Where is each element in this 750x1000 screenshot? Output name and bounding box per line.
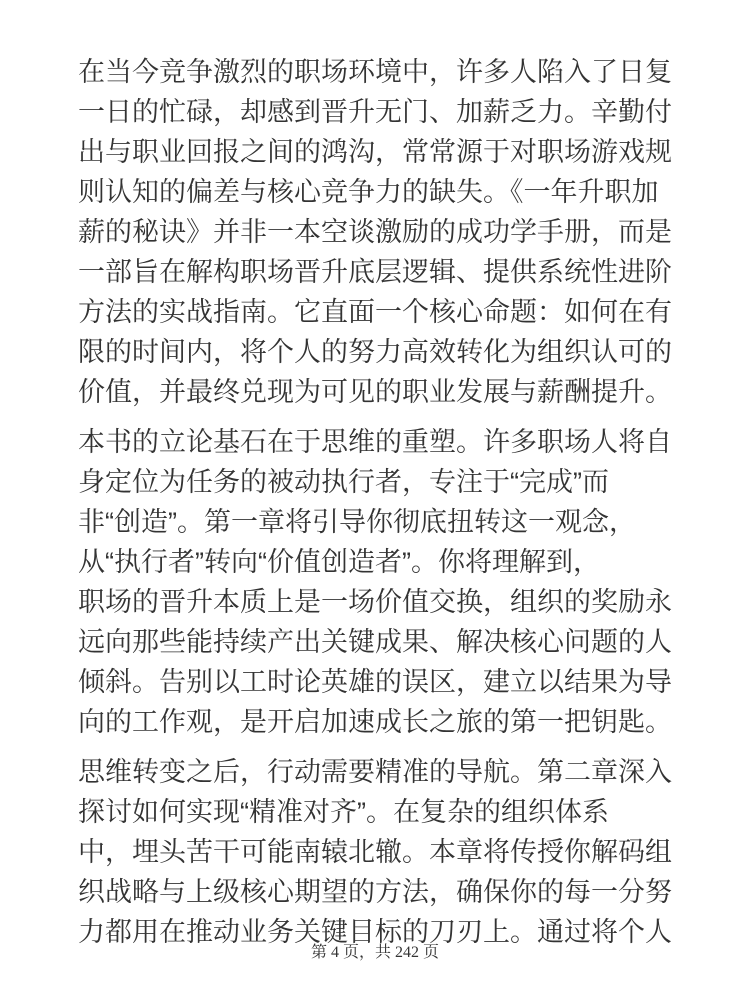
text-line: 一日的忙碌，却感到晋升无门、加薪乏力。辛勤付 bbox=[78, 97, 672, 127]
text-line: 则认知的偏差与核心竞争力的缺失。《一年升职加 bbox=[78, 177, 659, 207]
text-line: 远向那些能持续产出关键成果、解决核心问题的人 bbox=[78, 627, 672, 657]
text-line: 出与职业回报之间的鸿沟，常常源于对职场游戏规 bbox=[78, 137, 672, 167]
text-line: 从“执行者”转向“价值创造者”。你将理解到， bbox=[78, 547, 600, 577]
text-line: 职场的晋升本质上是一场价值交换，组织的奖励永 bbox=[78, 587, 672, 617]
text-line: 一部旨在解构职场晋升底层逻辑、提供系统性进阶 bbox=[78, 257, 672, 287]
paragraph-2 bbox=[78, 422, 678, 742]
text-line: 非“创造”。第一章将引导你彻底扭转这一观念， bbox=[78, 507, 636, 537]
text-line: 本书的立论基石在于思维的重塑。许多职场人将自 bbox=[78, 427, 672, 457]
text-line: 方法的实战指南。它直面一个核心命题：如何在有 bbox=[78, 297, 672, 327]
text-line: 身定位为任务的被动执行者，专注于“完成”而 bbox=[78, 467, 609, 497]
text-line: 思维转变之后，行动需要精准的导航。第二章深入 bbox=[78, 757, 672, 787]
text-line: 倾斜。告别以工时论英雄的误区，建立以结果为导 bbox=[78, 667, 672, 697]
text-line: 限的时间内，将个人的努力高效转化为组织认可的 bbox=[78, 337, 672, 367]
paragraph-3 bbox=[78, 752, 678, 952]
text-line: 中，埋头苦干可能南辕北辙。本章将传授你解码组 bbox=[78, 837, 672, 867]
text-line: 价值，并最终兑现为可见的职业发展与薪酬提升。 bbox=[78, 377, 672, 407]
text-line: 在当今竞争激烈的职场环境中，许多人陷入了日复 bbox=[78, 57, 672, 87]
page-number-indicator: 第 4 页，共 242 页 bbox=[310, 944, 439, 961]
text-line: 向的工作观，是开启加速成长之旅的第一把钥匙。 bbox=[78, 707, 672, 737]
text-line: 织战略与上级核心期望的方法，确保你的每一分努 bbox=[78, 877, 672, 907]
paragraph-1 bbox=[78, 52, 678, 412]
text-line: 探讨如何实现“精准对齐”。在复杂的组织体系 bbox=[78, 797, 609, 827]
text-line: 薪的秘诀》并非一本空谈激励的成功学手册，而是 bbox=[78, 217, 672, 247]
page-text bbox=[78, 52, 678, 962]
text-line: 力都用在推动业务关键目标的刀刃上。通过将个人 bbox=[78, 917, 672, 947]
